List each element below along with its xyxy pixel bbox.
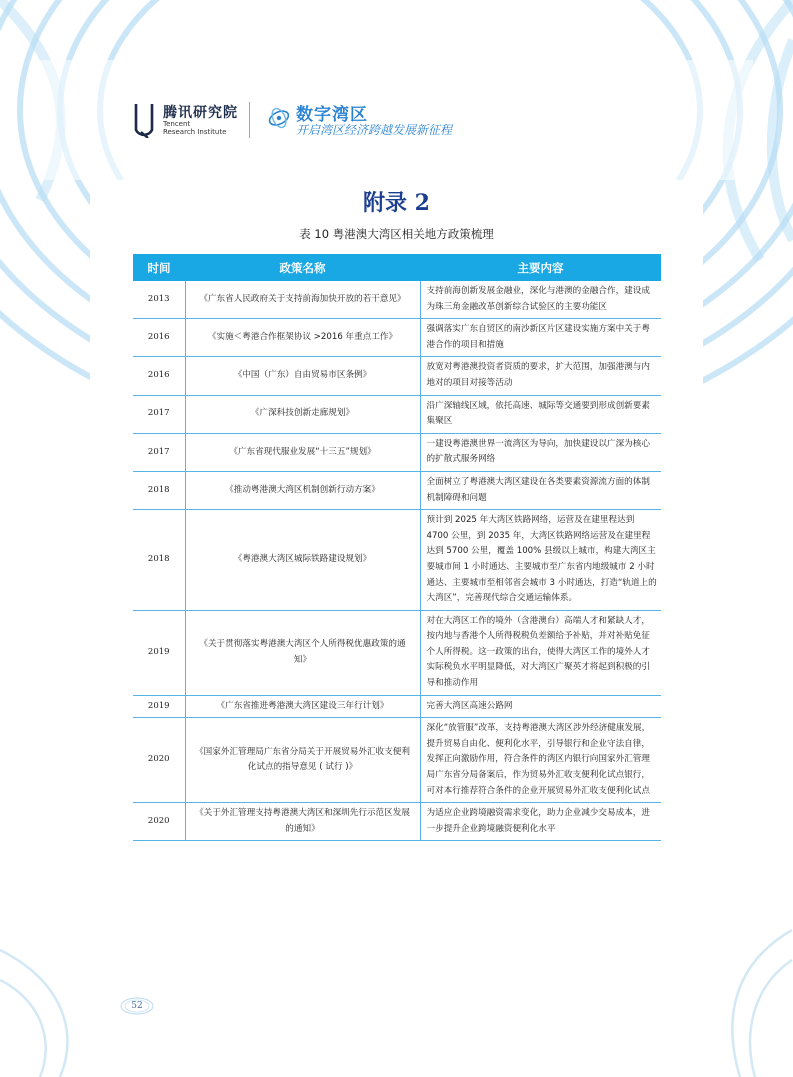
row-year: 2017 — [133, 433, 185, 471]
row-year: 2013 — [133, 281, 185, 319]
row-year: 2019 — [133, 695, 185, 718]
header-divider — [249, 102, 250, 138]
row-policy-name: 《广东省推进粤港澳大湾区建设三年行计划》 — [185, 695, 420, 718]
row-content: 为适应企业跨境融资需求变化，助力企业减少交易成本，进一步提升企业跨境融资便利化水平 — [420, 803, 661, 841]
row-content: 沿广深轴线区域，依托高速、城际等交通要到形成创新要素集聚区 — [420, 395, 661, 433]
table-row — [133, 803, 661, 841]
row-policy-name: 《广东省人民政府关于支持前海加快开放的若干意见》 — [185, 281, 420, 319]
row-content: 支持前海创新发展金融业，深化与港澳的金融合作，建设成为珠三角金融改革创新综合试验区的主要功能区 — [420, 281, 661, 319]
row-year: 2016 — [133, 319, 185, 357]
row-policy-name: 《粤港澳大湾区城际铁路建设规划》 — [185, 510, 420, 611]
table-caption: 表 10 粤港澳大湾区相关地方政策梳理 — [299, 227, 494, 241]
table-row — [133, 357, 661, 395]
page-number — [118, 995, 156, 1017]
table-row — [133, 718, 661, 803]
row-content: 深化“放管服”改革，支持粤港澳大湾区涉外经济健康发展，提升贸易自由化、便利化水平，引导银行和企业守法自律，发挥正向激励作用，符合条件的湾区内银行向国家外汇管理局广东省分局备案后，作为贸易外汇收支便利化试点银行，可对本行推荐符合条件的企业开展贸易外汇收支便利化试点 — [420, 718, 661, 803]
table-row — [133, 395, 661, 433]
row-policy-name: 《广深科技创新走廊规划》 — [185, 395, 420, 433]
table-row — [133, 610, 661, 695]
tencent-research-en-name — [163, 120, 226, 136]
row-content: 全面树立了粤港澳大湾区建设在各类要素资源流方面的体制机制障碍和问题 — [420, 471, 661, 509]
table-row — [133, 471, 661, 509]
table-row — [133, 433, 661, 471]
header-main-content: 主要内容 — [420, 254, 661, 281]
header-time: 时间 — [133, 254, 185, 281]
table-row — [133, 695, 661, 718]
row-content: 完善大湾区高速公路网 — [420, 695, 661, 718]
row-content: 强调落实广东自贸区的南沙新区片区建设实施方案中关于粤港合作的项目和措施 — [420, 319, 661, 357]
row-policy-name: 《推动粤港澳大湾区机制创新行动方案》 — [185, 471, 420, 509]
page-header — [133, 100, 473, 140]
row-content: 预计到 2025 年大湾区铁路网络，运营及在建里程达到 4700 公里，到 2035 年，大湾区铁路网络运营及在建里程达到 5700 公里，覆盖 100% 县级以上城市，构建大湾区主要城市间 1 小时通达、主要城市至广东省内地级城市 2 小时通达、主要城市至相邻省会城市 3 小时通达，打造“轨道上的大湾区”，完善现代综合交通运输体系。 — [420, 510, 661, 611]
row-policy-name: 《国家外汇管理局广东省分局关于开展贸易外汇收支便利化试点的指导意见 ( 试行 )》 — [185, 718, 420, 803]
row-content: 一建设粤港澳世界一流湾区为导向，加快建设以广深为核心的扩散式服务网络 — [420, 433, 661, 471]
row-policy-name: 《广东省现代服业发展“十三五”规划》 — [185, 433, 420, 471]
row-content: 放宽对粤港澳投资者资质的要求，扩大范围，加强港澳与内地对的项目对接等活动 — [420, 357, 661, 395]
appendix-title: 附录 2 — [363, 190, 430, 216]
header-policy-name: 政策名称 — [185, 254, 420, 281]
row-policy-name: 《关于外汇管理支持粤港澳大湾区和深圳先行示范区发展的通知》 — [185, 803, 420, 841]
policy-table — [133, 254, 661, 841]
row-year: 2017 — [133, 395, 185, 433]
digital-bay-subtitle: 开启湾区经济跨越发展新征程 — [296, 123, 453, 137]
table-row — [133, 319, 661, 357]
row-policy-name: 《中国（广东）自由贸易市区条例》 — [185, 357, 420, 395]
row-year: 2018 — [133, 471, 185, 509]
table-row — [133, 510, 661, 611]
row-year: 2020 — [133, 803, 185, 841]
digital-bay-title: 数字湾区 — [296, 105, 368, 125]
row-year: 2018 — [133, 510, 185, 611]
table-header-row — [133, 254, 661, 281]
tri-en-line1: Tencent — [163, 120, 191, 128]
row-year: 2016 — [133, 357, 185, 395]
row-year: 2020 — [133, 718, 185, 803]
tri-en-line2: Research Institute — [163, 128, 227, 136]
tencent-research-logo-icon — [133, 102, 155, 138]
table-row — [133, 281, 661, 319]
row-policy-name: 《关于贯彻落实粤港澳大湾区个人所得税优惠政策的通知》 — [185, 610, 420, 695]
row-content: 对在大湾区工作的境外（含港澳台）高端人才和紧缺人才，按内地与香港个人所得税税负差额给予补贴，并对补贴免征个人所得税。这一政策的出台，使得大湾区工作的境外人才实际税负水平明显降低，对大湾区广聚英才将起到积极的引导和推动作用 — [420, 610, 661, 695]
row-year: 2019 — [133, 610, 185, 695]
page-number-text: 52 — [131, 1001, 143, 1011]
tencent-research-name: 腾讯研究院 — [163, 105, 238, 121]
digital-bay-logo-icon — [267, 106, 291, 130]
row-policy-name: 《实施＜粤港合作框架协议 >2016 年重点工作》 — [185, 319, 420, 357]
